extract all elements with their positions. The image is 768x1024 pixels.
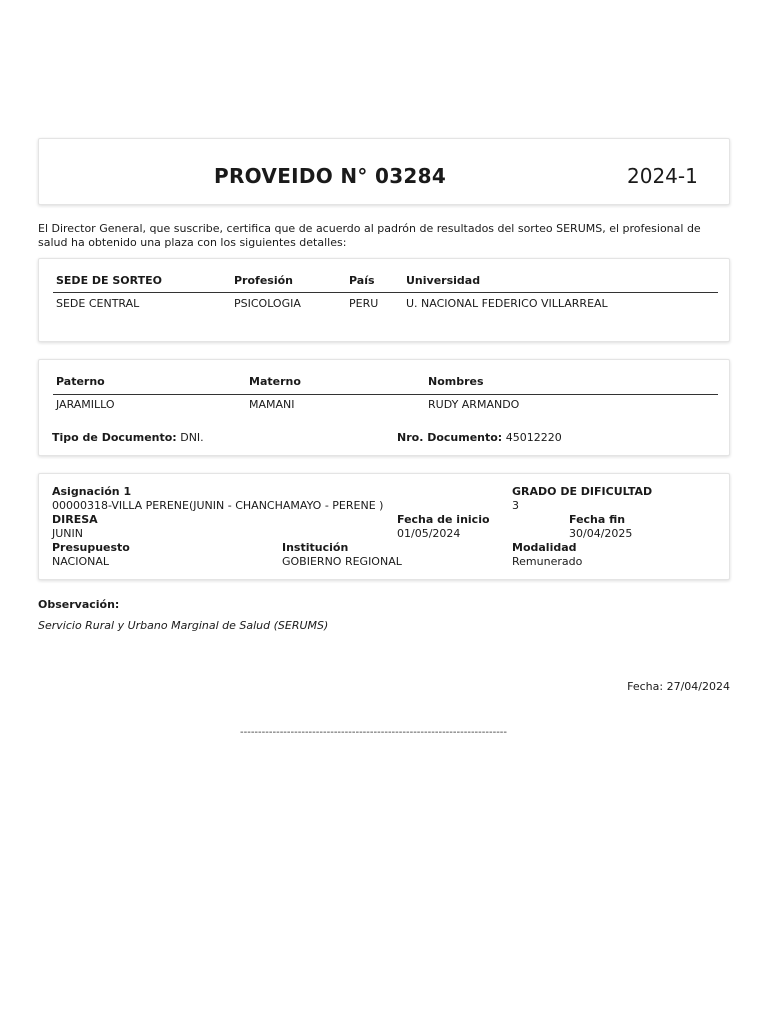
cell-materno: MAMANI (249, 398, 295, 411)
diresa-value: JUNIN (52, 527, 83, 540)
presupuesto-label: Presupuesto (52, 541, 130, 554)
header-pais: País (349, 274, 375, 287)
header-profesion: Profesión (234, 274, 293, 287)
header-nombres: Nombres (428, 375, 484, 388)
fecha-fin-value: 30/04/2025 (569, 527, 633, 540)
asignacion-label: Asignación 1 (52, 485, 132, 498)
institucion-label: Institución (282, 541, 349, 554)
presupuesto-value: NACIONAL (52, 555, 110, 568)
grado-value: 3 (512, 499, 519, 512)
institucion-value: GOBIERNO REGIONAL (282, 555, 402, 568)
tipo-documento-value: DNI. (180, 431, 204, 444)
asignacion-card (38, 473, 730, 580)
modalidad-label: Modalidad (512, 541, 577, 554)
cell-profesion: PSICOLOGIA (234, 297, 301, 310)
persona-divider (53, 394, 718, 395)
sorteo-card (38, 258, 730, 342)
period-label: 2024-1 (627, 164, 698, 188)
cell-pais: PERU (349, 297, 379, 310)
header-sede: SEDE DE SORTEO (56, 274, 163, 287)
signature-line: -------------------------------------------------------------------------- (240, 727, 508, 738)
cell-sede: SEDE CENTRAL (56, 297, 140, 310)
modalidad-value: Remunerado (512, 555, 583, 568)
cell-nombres: RUDY ARMANDO (428, 398, 520, 411)
cell-universidad: U. NACIONAL FEDERICO VILLARREAL (406, 297, 608, 310)
observacion-text: Servicio Rural y Urbano Marginal de Salud (SERUMS) (38, 619, 329, 632)
nro-documento-label: Nro. Documento: (397, 431, 503, 444)
header-materno: Materno (249, 375, 301, 388)
diresa-label: DIRESA (52, 513, 98, 526)
sorteo-divider (53, 292, 718, 293)
tipo-documento-label: Tipo de Documento: (52, 431, 177, 444)
intro-paragraph: El Director General, que suscribe, certifica que de acuerdo al padrón de resultados del sorteo SERUMS, el profesional de salud ha obtenido una plaza con los siguientes detalles: (38, 222, 701, 249)
nro-documento (397, 431, 562, 444)
document-title: PROVEIDO N° 03284 (214, 164, 447, 188)
header-universidad: Universidad (406, 274, 481, 287)
header-paterno: Paterno (56, 375, 105, 388)
fecha-text: Fecha: 27/04/2024 (627, 680, 730, 693)
grado-label: GRADO DE DIFICULTAD (512, 485, 653, 498)
fecha-fin-label: Fecha fin (569, 513, 626, 526)
cell-paterno: JARAMILLO (56, 398, 115, 411)
fecha-inicio-value: 01/05/2024 (397, 527, 461, 540)
nro-documento-value: 45012220 (505, 431, 562, 444)
observacion-label: Observación: (38, 598, 120, 611)
asignacion-value: 00000318-VILLA PERENE(JUNIN - CHANCHAMAYO - PERENE ) (52, 499, 384, 512)
persona-card (38, 359, 730, 456)
header-card (38, 138, 730, 205)
fecha-inicio-label: Fecha de inicio (397, 513, 490, 526)
tipo-documento (52, 431, 204, 444)
